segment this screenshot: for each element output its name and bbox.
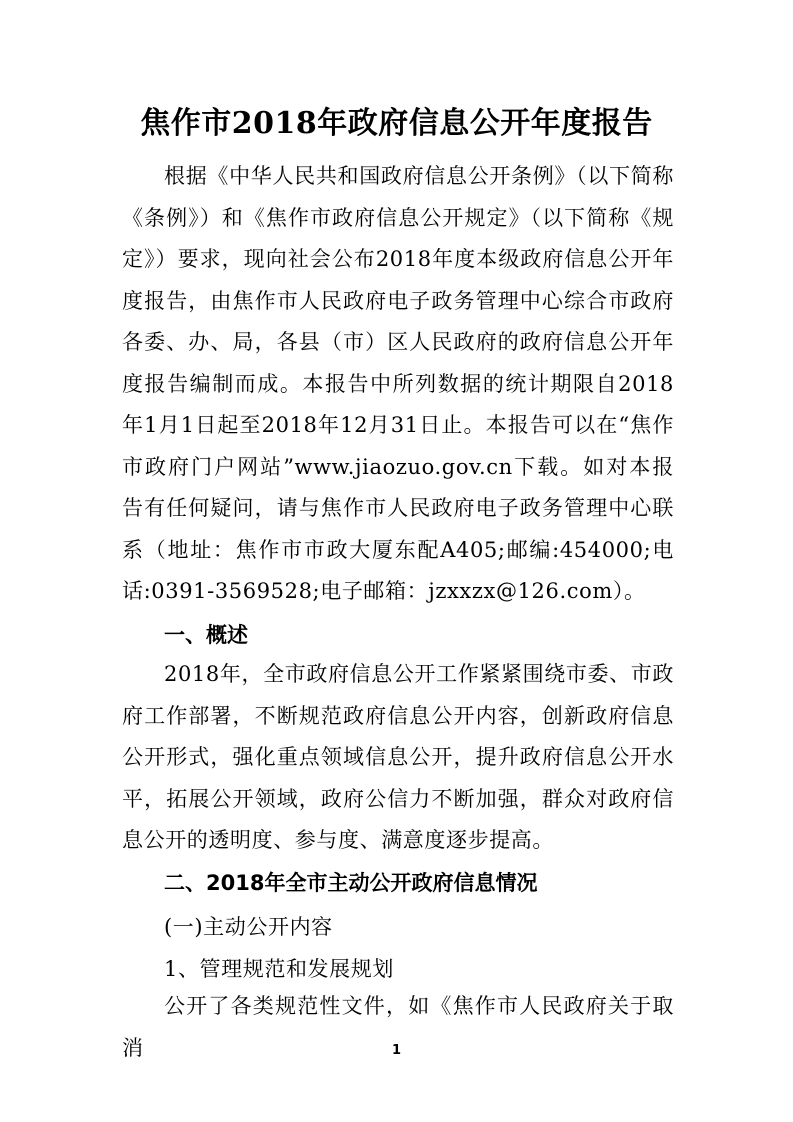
overview-paragraph: 2018年，全市政府信息公开工作紧紧围绕市委、市政府工作部署，不断规范政府信息公开内容，创新政府信息公开形式，强化重点领域信息公开，提升政府信息公开水平，拓展公开领域，政府公信力不断加强，群众对政府信息公开的透明度、参与度、满意度逐步提高。 [122,662,674,852]
last-paragraph: 公开了各类规范性文件，如《焦作市人民政府关于取消 [122,994,674,1060]
subheading-management: 1、管理规范和发展规划 [164,957,394,981]
section-heading-active-disclosure: 二、2018年全市主动公开政府信息情况 [164,871,538,895]
intro-paragraph: 根据《中华人民共和国政府信息公开条例》（以下简称《条例》）和《焦作市政府信息公开规定》（以下简称《规定》）要求，现向社会公布2018年度本级政府信息公开年度报告，由焦作市人民政府电子政务管理中心综合市政府各委、办、局，各县（市）区人民政府的政府信息公开年度报告编制而成。本报告中所列数据的统计期限自2018年1月1日起至2018年12月31日止。本报告可以在“焦作市政府门户网站”www.jiaozuo.gov.cn下载。如对本报告有任何疑问，请与焦作市人民政府电子政务管理中心联系（地址：焦作市市政大厦东配A405;邮编:454000;电话:0391-3569528;电子邮箱：jzxxzx@126.com）。 [122,164,674,603]
document-title: 焦作市2018年政府信息公开年度报告 [140,106,653,141]
page-number: 1 [391,1043,402,1058]
subheading-content: (一)主动公开内容 [164,915,333,939]
section-heading-overview: 一、概述 [164,623,248,647]
